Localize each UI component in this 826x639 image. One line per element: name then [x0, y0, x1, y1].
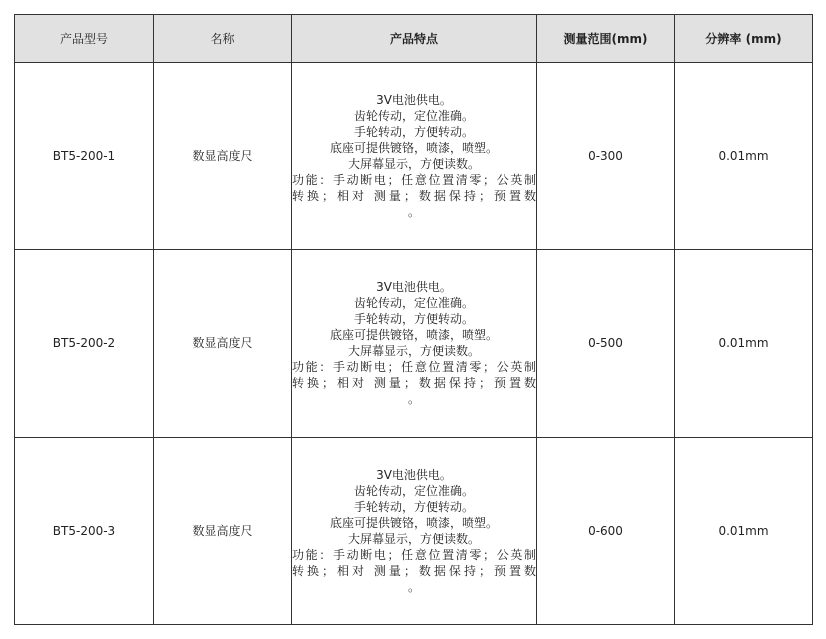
- header-range: 测量范围(mm): [537, 15, 675, 63]
- feature-line: 功能：手动断电；任意位置清零；公英制: [292, 173, 536, 188]
- cell-resolution: 0.01mm: [675, 437, 813, 624]
- header-resolution: 分辨率 (mm): [675, 15, 813, 63]
- cell-model: BT5-200-2: [15, 250, 154, 437]
- cell-features: [292, 63, 537, 250]
- header-model: 产品型号: [15, 15, 154, 63]
- feature-line: 大屏幕显示，方便读数。: [347, 157, 480, 172]
- product-spec-table: [14, 14, 813, 625]
- feature-line: 手轮转动，方便转动。: [353, 125, 474, 140]
- feature-line: 。: [407, 579, 420, 594]
- feature-line: 齿轮传动，定位准确。: [353, 109, 474, 124]
- cell-features: [292, 437, 537, 624]
- cell-features: [292, 250, 537, 437]
- feature-line: 转换；相对 测量；数据保持；预置数: [292, 189, 536, 204]
- table-row: [15, 250, 813, 437]
- feature-line: 大屏幕显示，方便读数。: [347, 531, 480, 546]
- feature-line: 底座可提供镀铬，喷漆，喷塑。: [329, 515, 498, 530]
- feature-line: 3V电池供电。: [376, 280, 452, 295]
- feature-line: 大屏幕显示，方便读数。: [347, 344, 480, 359]
- header-name: 名称: [154, 15, 292, 63]
- feature-line: 。: [407, 205, 420, 220]
- cell-range: 0-600: [537, 437, 675, 624]
- cell-name: 数显高度尺: [154, 250, 292, 437]
- table-row: [15, 63, 813, 250]
- feature-line: 转换；相对 测量；数据保持；预置数: [292, 563, 536, 578]
- feature-line: 底座可提供镀铬，喷漆，喷塑。: [329, 141, 498, 156]
- cell-model: BT5-200-3: [15, 437, 154, 624]
- cell-name: 数显高度尺: [154, 437, 292, 624]
- feature-line: 功能：手动断电；任意位置清零；公英制: [292, 360, 536, 375]
- cell-range: 0-300: [537, 63, 675, 250]
- cell-resolution: 0.01mm: [675, 250, 813, 437]
- feature-line: 。: [407, 392, 420, 407]
- feature-line: 3V电池供电。: [376, 467, 452, 482]
- cell-model: BT5-200-1: [15, 63, 154, 250]
- header-features: 产品特点: [292, 15, 537, 63]
- feature-line: 手轮转动，方便转动。: [353, 499, 474, 514]
- feature-line: 3V电池供电。: [376, 93, 452, 108]
- table-row: [15, 437, 813, 624]
- feature-line: 底座可提供镀铬，喷漆，喷塑。: [329, 328, 498, 343]
- cell-resolution: 0.01mm: [675, 63, 813, 250]
- feature-line: 手轮转动，方便转动。: [353, 312, 474, 327]
- cell-name: 数显高度尺: [154, 63, 292, 250]
- feature-line: 齿轮传动，定位准确。: [353, 296, 474, 311]
- feature-line: 齿轮传动，定位准确。: [353, 483, 474, 498]
- feature-line: 功能：手动断电；任意位置清零；公英制: [292, 547, 536, 562]
- feature-line: 转换；相对 测量；数据保持；预置数: [292, 376, 536, 391]
- header-row: [15, 15, 813, 63]
- cell-range: 0-500: [537, 250, 675, 437]
